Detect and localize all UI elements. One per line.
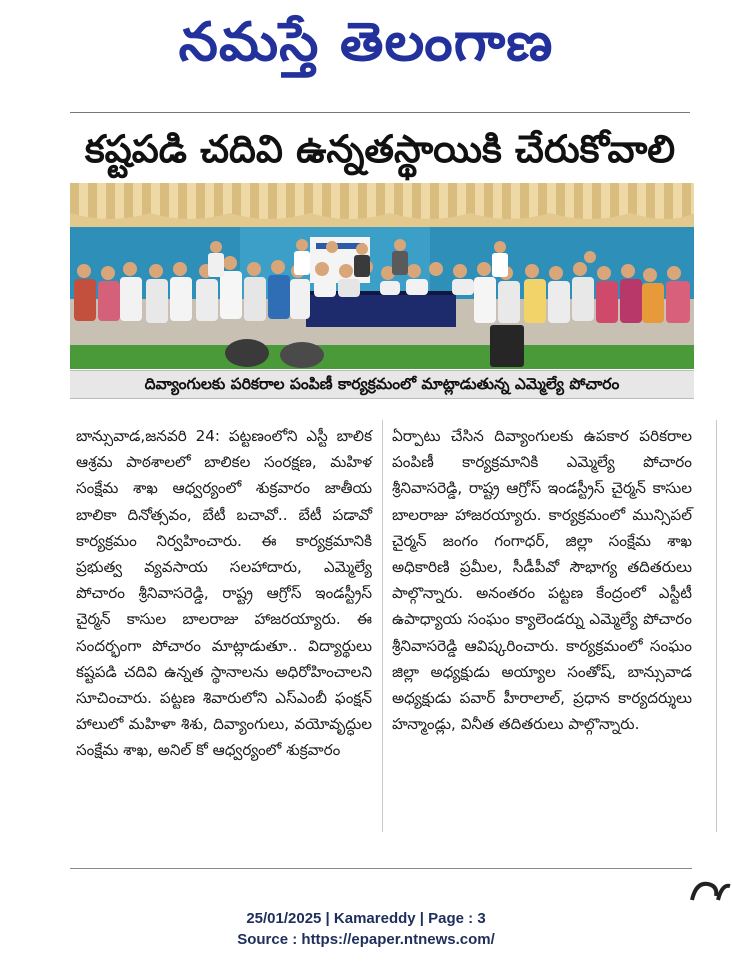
photo-caption	[70, 370, 694, 399]
epaper-footer	[0, 908, 732, 950]
article-bottom-rule	[70, 868, 692, 869]
article-body-right-column: ఏర్పాటు చేసిన దివ్యాంగులకు ఉపకార పరికరాల పంపిణీ కార్యక్రమానికి ఎమ్మెల్యే పోచారం శ్రీనివాసరెడ్డి, రాష్ట్ర ఆగ్రోస్ ఇండస్ట్రీస్ చైర్మన్ కాసుల బాలరాజు హాజరయ్యారు. కార్యక్రమంలో మున్సిపల్ చైర్మన్ జంగం గంగాధర్, జిల్లా సంక్షేమ శాఖ అధికారిణి ప్రమీల, సీడీపీవో సౌభాగ్య తదితరులు పాల్గొన్నారు. అనంతరం పట్టణ కేంద్రంలో ఎస్టీటీ ఉపాధ్యాయ సంఘం క్యాలెండర్ను ఎమ్మెల్యే పోచారం శ్రీనివాసరెడ్డి ఆవిష్కరించారు. కార్యక్రమంలో సంఘం జిల్లా అధ్యక్షుడు అయ్యాల సంతోష్, బాన్సువాడ అధ్యక్షుడు పవార్ హీరాలాల్, ప్రధాన కార్యదర్శులు హన్మాండ్లు, వినీత తదితరులు పాల్గొన్నారు.	[392, 427, 692, 734]
headline-top-rule	[70, 112, 690, 113]
article-body-left-column: బాన్సువాడ,జనవరి 24: పట్టణంలోని ఎస్టీ బాలిక ఆశ్రమ పాఠశాలలో బాలికల సంరక్షణ, మహిళ సంక్షేమ శాఖ ఆధ్వర్యంలో శుక్రవారం జాతీయ బాలికా దినోత్సవం, బేటీ బచావో.. బేటీ పడావో కార్యక్రమం నిర్వహించారు. ఈ కార్యక్రమానికి ప్రభుత్వ వ్యవసాయ సలహాదారు, ఎమ్మెల్యే పోచారం శ్రీనివాసరెడ్డి, రాష్ట్ర ఆగ్రోస్ ఇండస్ట్రీస్ చైర్మన్ కాసుల బాలరాజు హాజరయ్యారు. ఈ సందర్భంగా పోచారం మాట్లాడుతూ.. విద్యార్థులు కష్టపడి చదివి ఉన్నత స్థానాలను అధిరోహించాలని సూచించారు. పట్టణ శివారులోని ఎస్ఎంబీ ఫంక్షన్ హాలులో మహిళా శిశు, దివ్యాంగులు, వయోవృద్ధుల సంక్షేమ శాఖ, అనిల్ కో ఆధ్వర్యంలో శుక్రవారం	[76, 427, 372, 760]
headline-text: కష్టపడి చదివి ఉన్నతస్థాయికి చేరుకోవాలి	[84, 127, 676, 171]
column-divider	[382, 420, 383, 832]
event-photo	[70, 183, 694, 369]
footer-source-link[interactable]: Source : https://epaper.ntnews.com/	[237, 931, 495, 948]
newspaper-masthead	[0, 4, 732, 84]
photo-caption-text: దివ్యాంగులకు పరికరాల పంపిణీ కార్యక్రమంలో మాట్లాడుతున్న ఎమ్మెల్యే పోచారం	[144, 375, 620, 393]
cropped-next-article-fragment	[688, 878, 732, 902]
page-right-rule	[716, 420, 717, 832]
masthead-title: నమస్తే తెలంగాణ	[178, 11, 554, 74]
article-headline	[70, 118, 690, 180]
footer-date-page: 25/01/2025 | Kamareddy | Page : 3	[246, 910, 486, 927]
